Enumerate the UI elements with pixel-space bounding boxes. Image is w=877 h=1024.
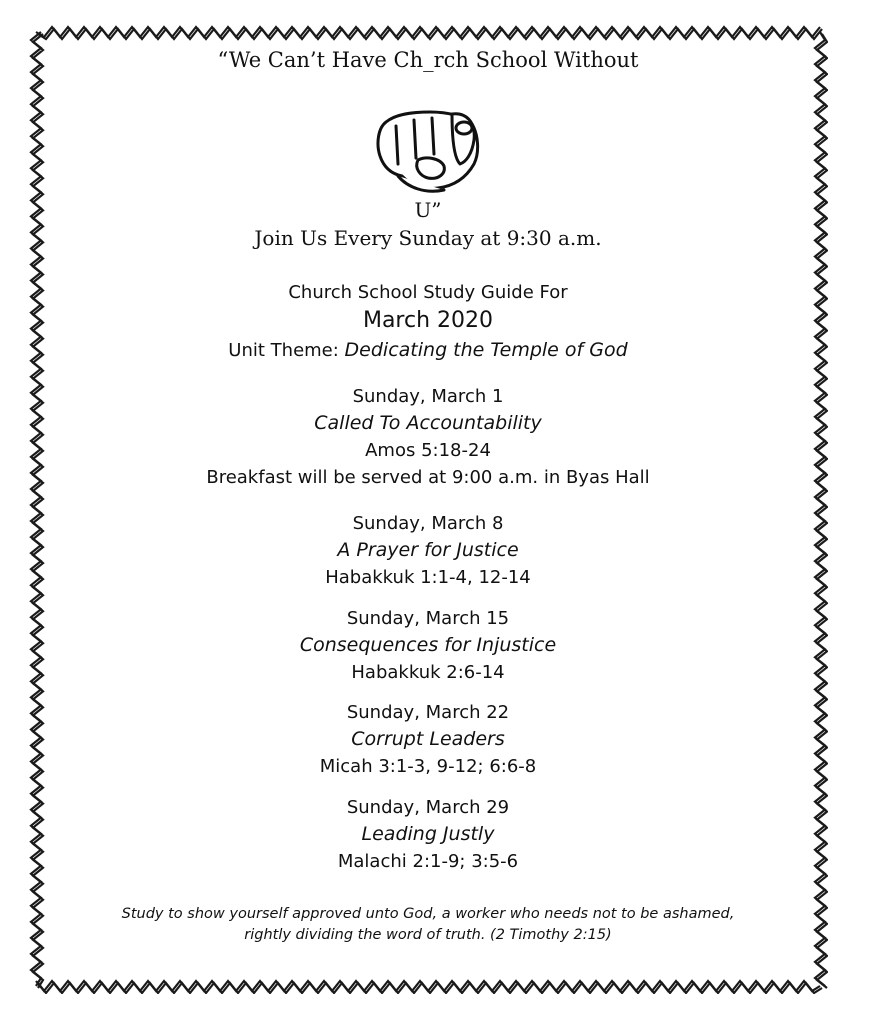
lesson-title: A Prayer for Justice bbox=[337, 539, 519, 561]
flyer-content bbox=[40, 38, 816, 978]
lesson-title: Leading Justly bbox=[361, 823, 495, 845]
join-line: Join Us Every Sunday at 9:30 a.m. bbox=[254, 226, 602, 250]
lesson-date: Sunday, March 29 bbox=[346, 797, 510, 818]
lesson-title: Corrupt Leaders bbox=[351, 728, 505, 750]
lesson-scripture: Habakkuk 1:1-4, 12-14 bbox=[325, 567, 531, 588]
closing-verse-line: rightly dividing the word of truth. (2 Timothy 2:15) bbox=[244, 927, 612, 943]
lesson-scripture: Habakkuk 2:6-14 bbox=[351, 662, 505, 683]
lesson-scripture: Malachi 2:1-9; 3:5-6 bbox=[337, 851, 519, 872]
headline: “We Can’t Have Ch_rch School Without bbox=[217, 48, 639, 72]
lesson-scripture: Micah 3:1-3, 9-12; 6:6-8 bbox=[319, 756, 537, 777]
lesson bbox=[40, 510, 816, 591]
lesson-date: Sunday, March 8 bbox=[352, 513, 504, 534]
unit-theme-label: Unit Theme: bbox=[228, 340, 339, 361]
lesson bbox=[40, 794, 816, 875]
lesson bbox=[40, 699, 816, 780]
month: March 2020 bbox=[362, 308, 494, 333]
lesson-title: Called To Accountability bbox=[314, 412, 542, 434]
lesson bbox=[40, 383, 816, 491]
unit-theme bbox=[40, 339, 816, 361]
u-line: U” bbox=[414, 198, 442, 222]
lesson-date: Sunday, March 22 bbox=[346, 702, 510, 723]
closing-verse bbox=[60, 904, 796, 946]
lesson-date: Sunday, March 15 bbox=[346, 608, 510, 629]
lesson-title: Consequences for Injustice bbox=[299, 634, 557, 656]
breakfast-note: Breakfast will be served at 9:00 a.m. in Byas Hall bbox=[206, 467, 650, 488]
lesson-scripture: Amos 5:18-24 bbox=[365, 440, 491, 461]
lesson bbox=[40, 605, 816, 686]
lesson-date: Sunday, March 1 bbox=[352, 386, 504, 407]
guide-title: Church School Study Guide For bbox=[288, 282, 568, 303]
closing-verse-line: Study to show yourself approved unto God, a worker who needs not to be ashamed, bbox=[121, 906, 735, 922]
unit-theme-title: Dedicating the Temple of God bbox=[344, 339, 628, 361]
